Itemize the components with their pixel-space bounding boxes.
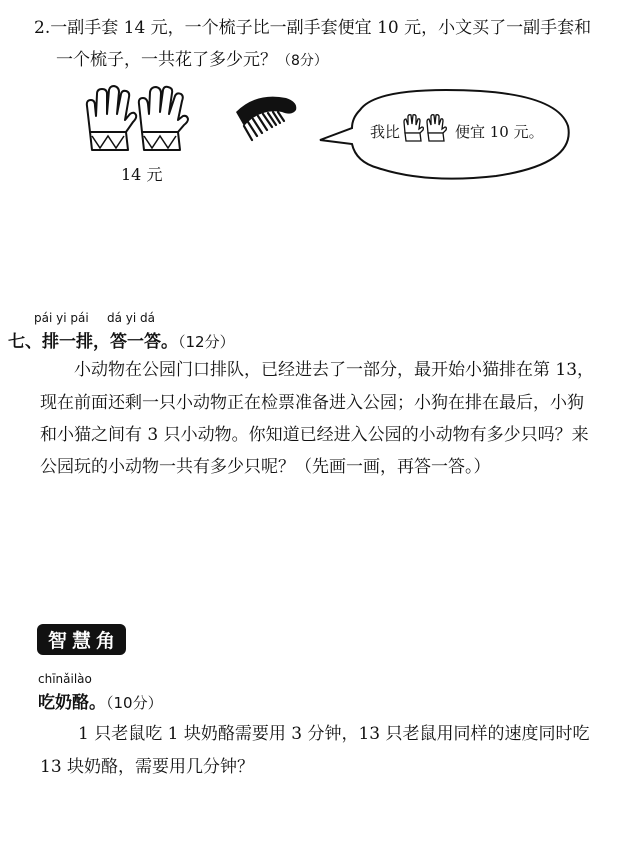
section-7-line-3: 和小猫之间有 3 只小动物。你知道已经进入公园的小动物有多少只吗？来 [40, 425, 589, 445]
section-number: 七、 [8, 332, 42, 352]
pinyin-chi-nai-lao: chīnǎilào [38, 672, 92, 686]
pinyin-pai-yi-pai: pái yi pái [34, 311, 89, 325]
pinyin-da-yi-da: dá yi dá [107, 311, 156, 325]
glove-price-label: 14 元 [121, 165, 163, 184]
problem-text: 一副手套 14 元，一个梳子比一副手套便宜 10 元，小文买了一副手套和 [50, 18, 592, 38]
problem-2-line-2 [56, 52, 328, 69]
points-label: （10分） [106, 694, 163, 712]
section-7-line-1: 小动物在公园门口排队，已经进去了一部分，最开始小猫排在第 13， [74, 360, 595, 380]
wisdom-line-1: 1 只老鼠吃 1 块奶酪需要用 3 分钟，13 只老鼠用同样的速度同时吃 [78, 724, 590, 744]
wisdom-heading [38, 688, 163, 713]
gloves-icon [82, 84, 192, 156]
points-label: （12分） [178, 333, 235, 351]
wisdom-title: 吃奶酪。 [38, 693, 106, 713]
points-label: （8分） [277, 53, 328, 69]
problem-text: 一个梳子，一共花了多少元？ [56, 50, 277, 70]
wisdom-line-2: 13 块奶酪，需要用几分钟？ [40, 757, 255, 777]
section-7-line-2: 现在前面还剩一只小动物正在检票准备进入公园；小狗在排在最后，小狗 [40, 393, 584, 413]
section-7-heading [8, 327, 235, 352]
wisdom-corner-badge: 智慧角 [37, 624, 126, 655]
small-gloves-icon [402, 113, 450, 145]
bubble-text-suffix: 便宜 10 元。 [455, 123, 544, 141]
comb-icon [226, 90, 304, 154]
problem-2-line-1 [34, 20, 591, 37]
section-7-line-4: 公园玩的小动物一共有多少只呢？（先画一画，再答一答。） [40, 457, 491, 477]
problem-number: 2. [34, 18, 51, 38]
section-title: 排一排，答一答。 [42, 332, 178, 352]
bubble-text-prefix: 我比 [370, 123, 401, 141]
